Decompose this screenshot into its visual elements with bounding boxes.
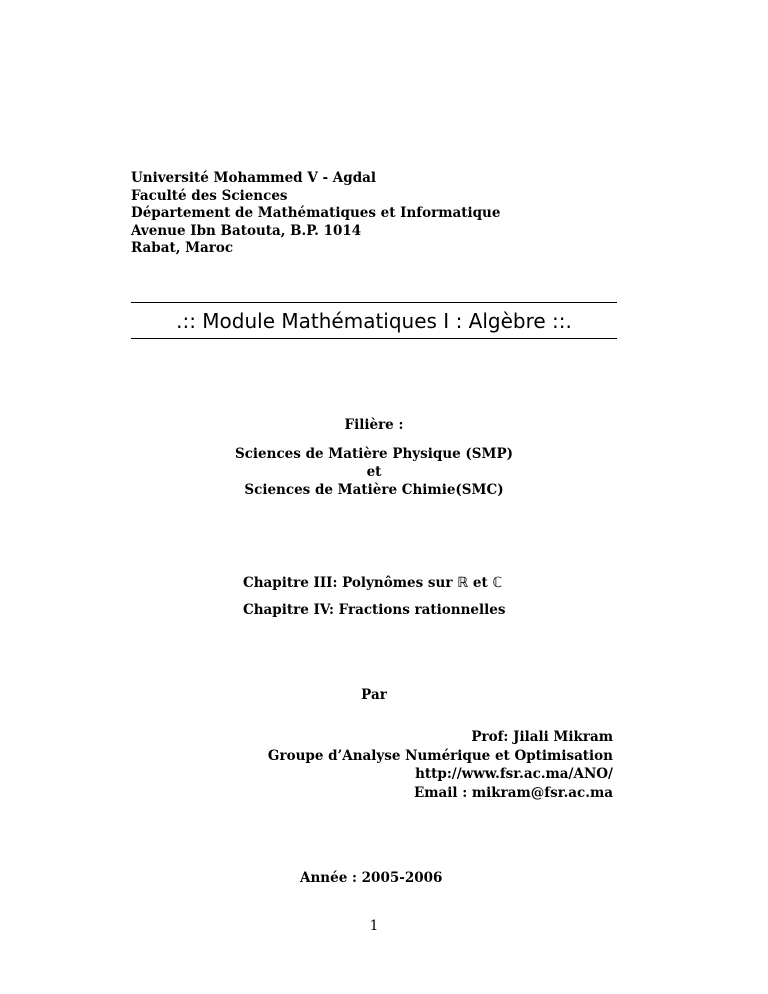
chapter-3-prefix: Chapitre III: Polynômes sur [243, 575, 458, 591]
author-block [268, 728, 613, 802]
title-bottom-rule [131, 338, 617, 339]
institution-address-block [131, 170, 500, 258]
filiere-programs [131, 445, 617, 499]
street-address: Avenue Ibn Batouta, B.P. 1014 [131, 222, 362, 239]
title-top-rule [131, 302, 617, 303]
department-name: Département de Mathématiques et Informatique [131, 205, 501, 222]
faculty-name: Faculté des Sciences [131, 187, 288, 204]
page-number: 1 [369, 918, 379, 934]
research-group: Groupe d’Analyse Numérique et Optimisation [267, 747, 613, 764]
group-website: http://www.fsr.ac.ma/ANO/ [415, 766, 613, 782]
program-conjunction: et [366, 464, 382, 480]
chapter-3-middle: et [468, 575, 493, 591]
complex-numbers-symbol: ℂ [492, 575, 503, 591]
chapter-list [243, 574, 505, 619]
academic-year: Année : 2005-2006 [300, 870, 443, 886]
program-smc: Sciences de Matière Chimie(SMC) [244, 482, 504, 498]
filiere-label-text: Filière : [344, 417, 404, 433]
author-email: Email : mikram@fsr.ac.ma [413, 784, 613, 801]
author-name: Prof: Jilali Mikram [471, 729, 613, 745]
module-title: .:: Module Mathématiques I : Algèbre ::. [176, 309, 572, 333]
chapter-4: Chapitre IV: Fractions rationnelles [243, 602, 506, 618]
real-numbers-symbol: ℝ [457, 575, 469, 591]
program-smp: Sciences de Matière Physique (SMP) [234, 446, 514, 462]
university-name: Université Mohammed V - Agdal [131, 170, 377, 186]
chapter-3 [243, 574, 505, 592]
city-country: Rabat, Maroc [131, 240, 234, 257]
by-label [131, 686, 617, 704]
by-label-text: Par [361, 687, 387, 703]
filiere-label [131, 416, 617, 434]
